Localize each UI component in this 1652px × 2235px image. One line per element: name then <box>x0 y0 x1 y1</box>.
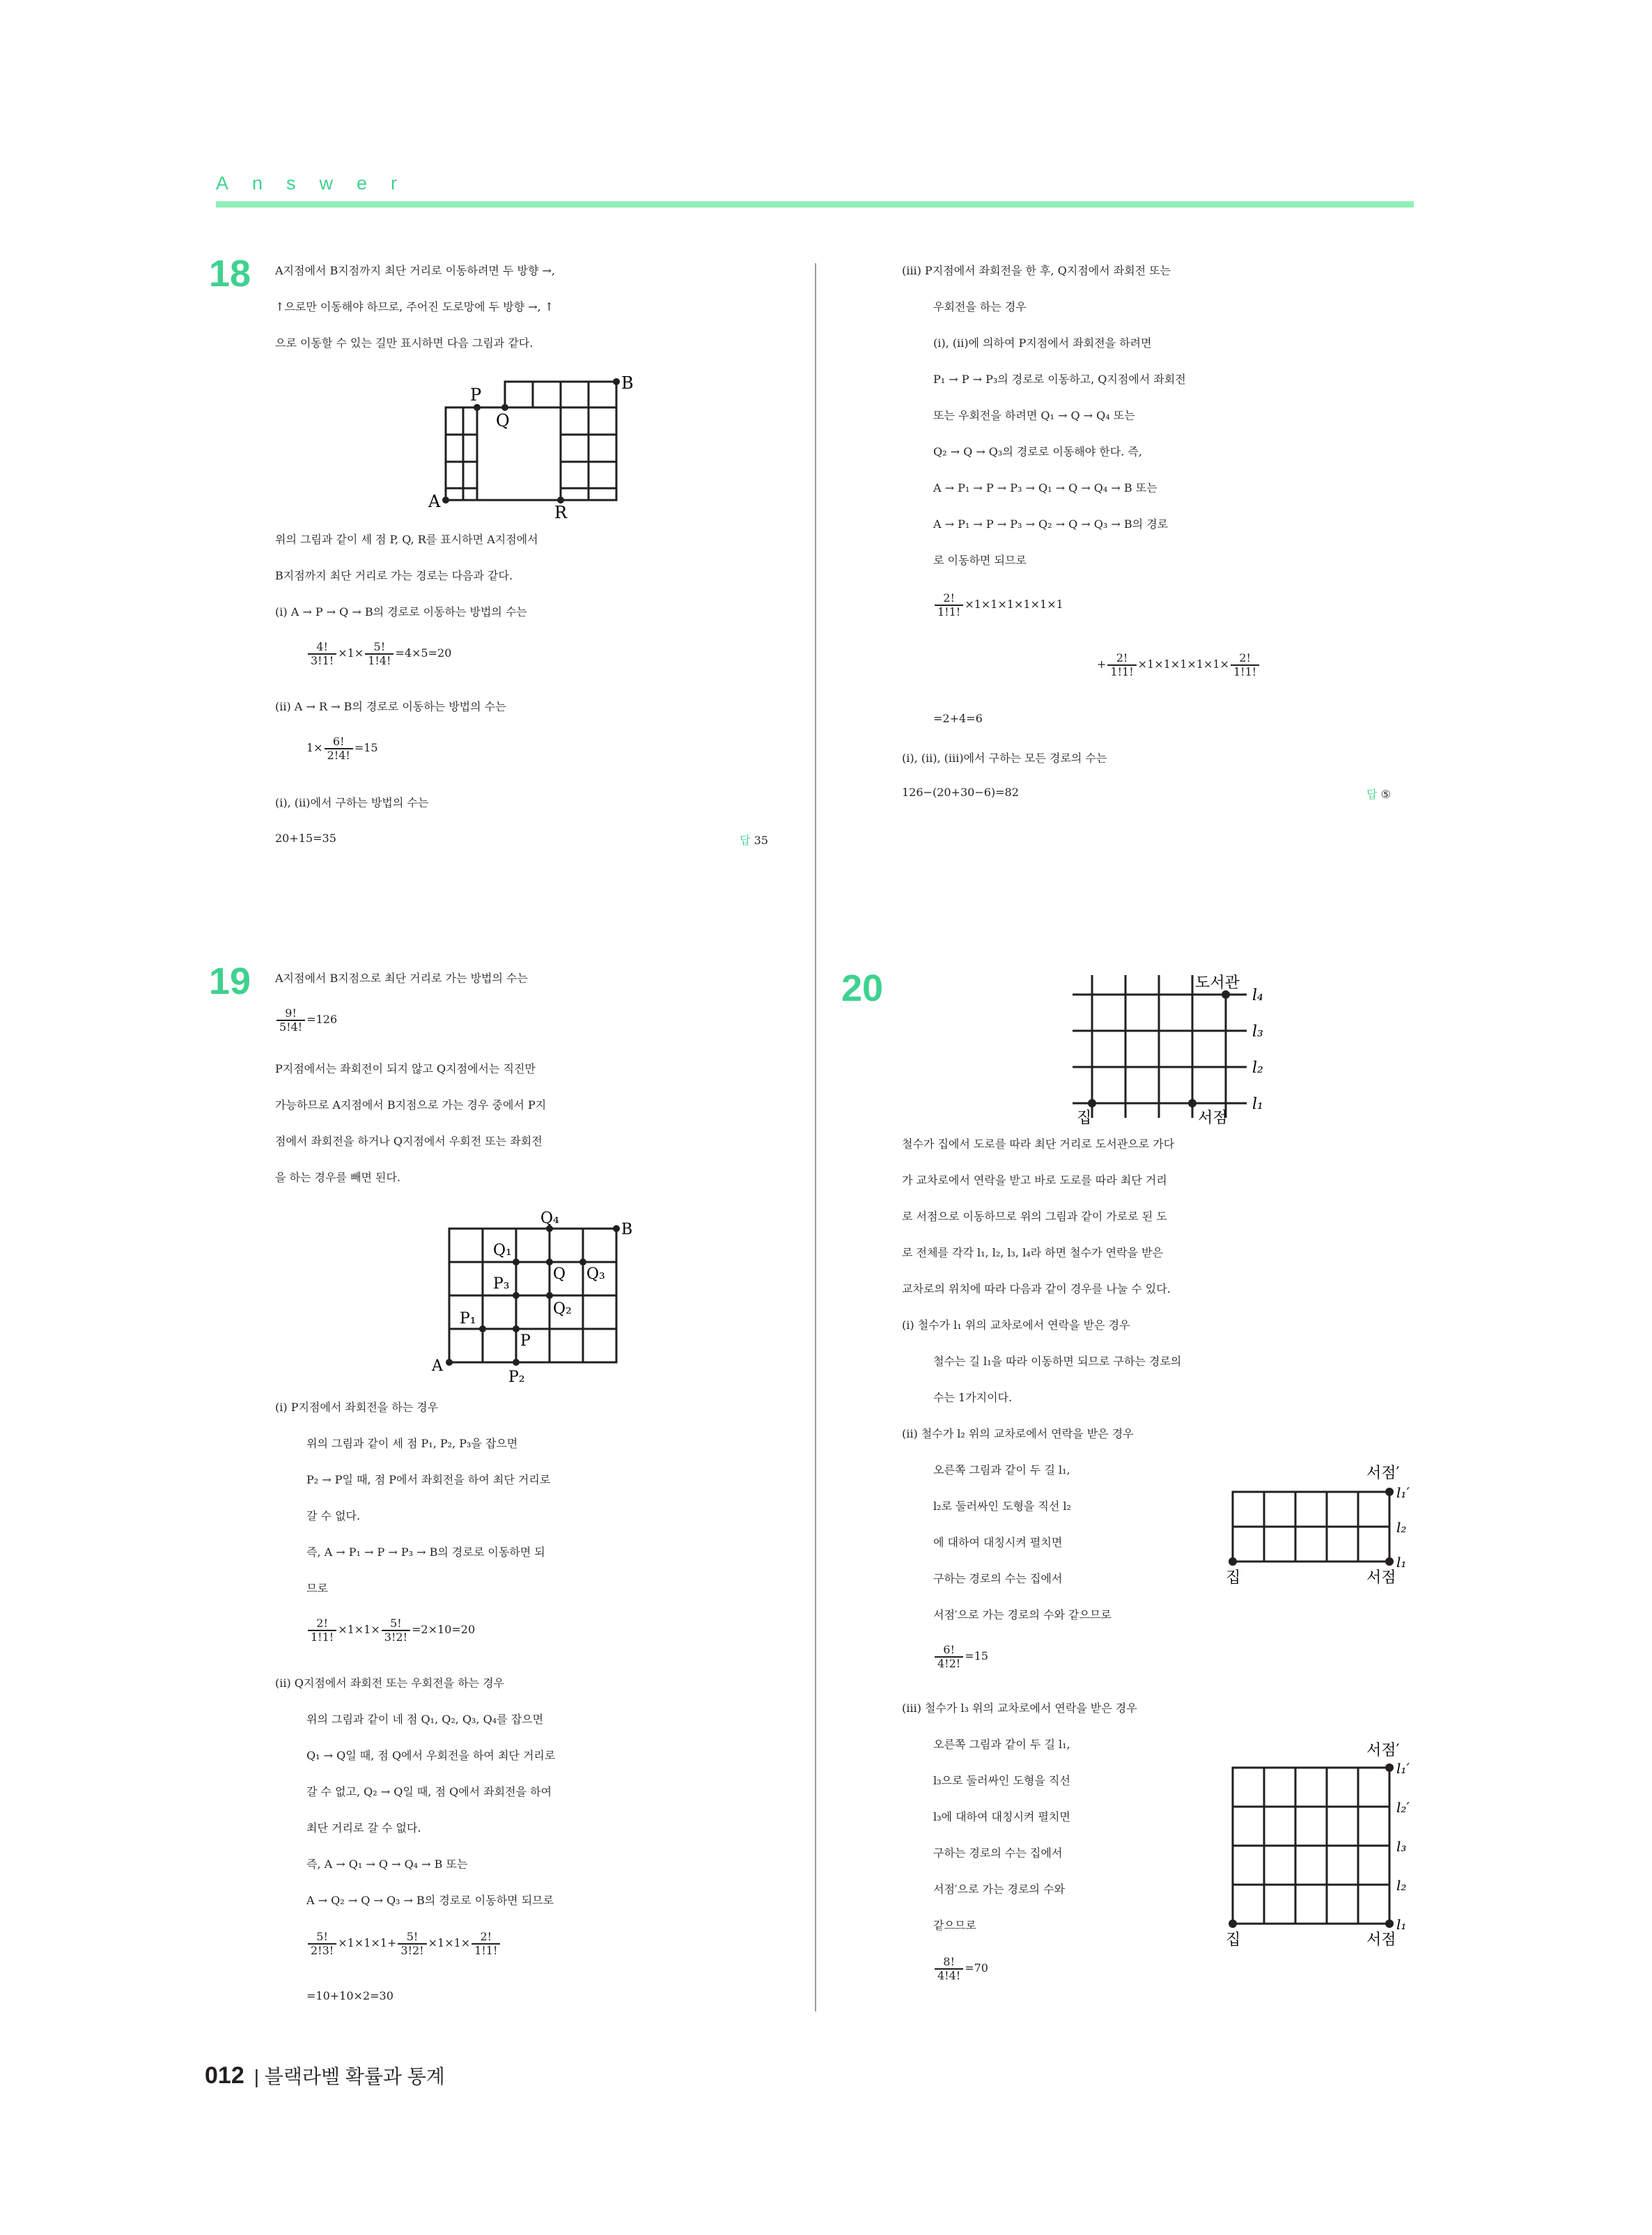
q18-after-line: 위의 그림과 같이 세 점 P, Q, R를 표시하면 A지점에서 <box>275 533 538 546</box>
q18b-equation-1 <box>933 592 1063 618</box>
result: =4×5=20 <box>395 646 452 660</box>
q19-case1-line: P₂ → P일 때, 점 P에서 좌회전을 하여 최단 거리로 <box>306 1473 551 1486</box>
q18-label-a: A <box>428 492 441 511</box>
q18b-line: (iii) P지점에서 좌회전을 한 후, Q지점에서 좌회전 또는 <box>902 264 1171 277</box>
q20-label-l1: l₁ <box>1252 1096 1263 1113</box>
fig-label-l1p: l₁′ <box>1396 1760 1410 1777</box>
q20-street-figure <box>1059 961 1281 1128</box>
fraction-numerator: 5! <box>365 641 393 655</box>
q18b-answer <box>1366 786 1391 802</box>
q19-label-a: A <box>432 1357 443 1375</box>
q18-label-b: B <box>621 375 634 393</box>
column-divider <box>815 263 816 2011</box>
q19-para: 점에서 좌회전을 하거나 Q지점에서 우회전 또는 좌회전 <box>275 1135 543 1148</box>
q19-label-q2: Q₂ <box>553 1300 572 1318</box>
fig-label-store: 서점 <box>1366 1569 1396 1587</box>
q19-label-q3: Q₃ <box>586 1266 605 1283</box>
section-header: Answer <box>216 173 421 194</box>
q19-label-p3: P₃ <box>493 1275 510 1293</box>
fig-label-store-prime: 서점′ <box>1366 1742 1400 1759</box>
result: =2×10=20 <box>412 1623 476 1637</box>
q19-para: 가능하므로 A지점에서 B지점으로 가는 경우 중에서 P지 <box>275 1098 547 1112</box>
question-number-19: 19 <box>209 960 251 1002</box>
q20-case3-line: l₃에 대하여 대칭시켜 펼치면 <box>933 1810 1070 1823</box>
q18b-line: 우회전을 하는 경우 <box>933 300 1027 313</box>
q20-para: 로 전체를 각각 l₁, l₂, l₃, l₄라 하면 철수가 연락을 받은 <box>902 1246 1163 1259</box>
q20-case2-line: l₂로 둘러싸인 도형을 직선 l₂ <box>933 1500 1071 1513</box>
fraction-denominator: 1!1! <box>1110 664 1134 678</box>
fraction-numerator: 5! <box>398 1931 426 1945</box>
fraction-denominator: 4!4! <box>937 1968 961 1982</box>
q19-case1-line: 갈 수 없다. <box>306 1509 361 1523</box>
q18-case2-equation <box>306 735 378 761</box>
q18b-equation-3: =2+4=6 <box>933 712 983 725</box>
fraction-numerator: 2! <box>1107 652 1136 666</box>
q19-case2-line: 위의 그림과 같이 네 점 Q₁, Q₂, Q₃, Q₄를 잡으면 <box>306 1713 544 1726</box>
q20-case2-line: 오른쪽 그림과 같이 두 길 l₁, <box>933 1463 1070 1477</box>
q20-case3-line: 구하는 경로의 수는 집에서 <box>933 1846 1063 1860</box>
fraction-denominator: 1!1! <box>937 605 961 618</box>
fraction-numerator: 2! <box>472 1931 500 1945</box>
fraction-denominator: 2!4! <box>327 748 350 762</box>
answer-value: ⑤ <box>1380 788 1391 801</box>
q20-label-library: 도서관 <box>1195 974 1240 992</box>
q20-case3-head: (iii) 철수가 l₃ 위의 교차로에서 연락을 받은 경우 <box>902 1701 1137 1715</box>
q18-case1: (i) A → P → Q → B의 경로로 이동하는 방법의 수는 <box>275 605 527 618</box>
result: =70 <box>965 1961 988 1975</box>
fraction-numerator: 5! <box>382 1617 410 1631</box>
fig-label-store-prime: 서점′ <box>1366 1465 1400 1482</box>
fig-label-l2: l₂ <box>1396 1877 1407 1894</box>
q18-answer <box>740 832 768 848</box>
book-title: 블랙라벨 확률과 통계 <box>264 2066 445 2087</box>
q18b-line: (i), (ii)에 의하여 P지점에서 좌회전을 하려면 <box>933 336 1152 350</box>
q20-label-l4: l₄ <box>1252 987 1263 1004</box>
q18-case1-equation <box>306 641 451 667</box>
q19-grid-figure <box>425 1209 648 1390</box>
q18b-line: P₁ → P → P₃의 경로로 이동하고, Q지점에서 좌회전 <box>933 373 1186 386</box>
q20-case2-line: 에 대하여 대칭시켜 펼치면 <box>933 1536 1063 1549</box>
q20-para: 가 교차로에서 연락을 받고 바로 도로를 따라 최단 거리 <box>902 1174 1167 1187</box>
q19-para: P지점에서는 좌회전이 되지 않고 Q지점에서는 직진만 <box>275 1062 536 1075</box>
q19-case2-line: 갈 수 없고, Q₂ → Q일 때, 점 Q에서 좌회전을 하여 <box>306 1785 552 1798</box>
q20-label-l3: l₃ <box>1252 1023 1263 1041</box>
q18-sum-equation: 20+15=35 <box>275 832 336 845</box>
fraction-denominator: 2!3! <box>311 1943 334 1957</box>
result: =126 <box>306 1013 338 1027</box>
operator: ×1× <box>338 646 364 660</box>
operator: ×1×1× <box>428 1936 471 1950</box>
q19-label-p: P <box>520 1332 531 1350</box>
question-number-18: 18 <box>209 253 251 295</box>
q19-case2-line: Q₁ → Q일 때, 점 Q에서 우회전을 하여 최단 거리로 <box>306 1749 556 1762</box>
fraction-denominator: 1!1! <box>474 1943 498 1957</box>
question-number-20: 20 <box>841 967 884 1009</box>
q18b-sum-equation: 126−(20+30−6)=82 <box>902 786 1019 799</box>
fraction-denominator: 1!1! <box>311 1630 334 1644</box>
q19-label-p2: P₂ <box>508 1369 525 1386</box>
operator: ×1×1× <box>338 1623 380 1637</box>
answer-mark: 답 <box>1366 789 1378 801</box>
fraction-numerator: 6! <box>325 735 353 749</box>
fig-label-l1: l₁ <box>1396 1916 1407 1933</box>
q20-case2-head: (ii) 철수가 l₂ 위의 교차로에서 연락을 받은 경우 <box>902 1427 1134 1440</box>
q20-case3-line: 오른쪽 그림과 같이 두 길 l₁, <box>933 1738 1070 1751</box>
result: =15 <box>965 1649 988 1663</box>
q18-label-p: P <box>470 385 482 405</box>
q19-label-q: Q <box>553 1266 566 1283</box>
q18b-line: Q₂ → Q → Q₃의 경로로 이동해야 한다. 즉, <box>933 445 1142 458</box>
q19-equation-1 <box>275 1007 337 1033</box>
q19-case1-line: 즉, A → P₁ → P → P₃ → B의 경로로 이동하면 되 <box>306 1545 545 1559</box>
fraction-denominator: 1!4! <box>368 653 391 667</box>
q20-case3-figure <box>1212 1740 1421 1963</box>
q20-case1-line: (i) 철수가 l₁ 위의 교차로에서 연락을 받은 경우 <box>902 1318 1130 1332</box>
operator: ×1×1×1+ <box>338 1936 397 1950</box>
q20-case2-line: 서점′으로 가는 경로의 수와 같으므로 <box>933 1608 1112 1621</box>
fraction-numerator: 8! <box>935 1956 963 1970</box>
fig-label-l3: l₃ <box>1396 1838 1407 1855</box>
q20-case3-line: 같으므로 <box>933 1919 976 1932</box>
header-rule <box>216 201 1414 208</box>
q19-case2-line: 즉, A → Q₁ → Q → Q₄ → B 또는 <box>306 1858 468 1871</box>
q19-case1-equation <box>306 1617 475 1643</box>
fig-label-l2: l₂ <box>1396 1519 1407 1536</box>
q18-label-r: R <box>554 503 568 521</box>
q20-case1-line: 수는 1가지이다. <box>933 1391 1013 1404</box>
operator: + <box>1097 657 1107 671</box>
q20-case3-line: l₃으로 둘러싸인 도형을 직선 <box>933 1774 1070 1787</box>
q20-label-bookstore: 서점 <box>1198 1109 1228 1127</box>
result: =15 <box>354 741 378 755</box>
answer-value: 35 <box>754 834 768 847</box>
q18-sum-line: (i), (ii)에서 구하는 방법의 수는 <box>275 796 429 809</box>
q19-label-q1: Q₁ <box>493 1242 512 1259</box>
q18-after-line: B지점까지 최단 거리로 가는 경로는 다음과 같다. <box>275 569 513 582</box>
q19-case2-line: A → Q₂ → Q → Q₃ → B의 경로로 이동하면 되므로 <box>306 1894 554 1907</box>
fraction-numerator: 5! <box>308 1931 336 1945</box>
q18b-line: 또는 우회전을 하려면 Q₁ → Q → Q₄ 또는 <box>933 409 1135 422</box>
q18-label-q: Q <box>496 411 510 430</box>
fraction-denominator: 5!4! <box>279 1020 303 1034</box>
fraction-numerator: 9! <box>276 1007 305 1021</box>
q19-label-b: B <box>621 1221 633 1238</box>
fraction-denominator: 1!1! <box>1233 664 1257 678</box>
q20-case2-figure <box>1212 1457 1421 1589</box>
q20-para: 교차로의 위치에 따라 다음과 같이 경우를 나눌 수 있다. <box>902 1282 1171 1295</box>
answer-mark: 답 <box>740 835 751 847</box>
q20-case1-line: 철수는 길 l₁을 따라 이동하면 되므로 구하는 경로의 <box>933 1355 1182 1368</box>
q20-label-home: 집 <box>1077 1109 1092 1127</box>
product: ×1×1×1×1×1×1 <box>965 598 1063 612</box>
q19-case1-line: 므로 <box>306 1582 328 1595</box>
fig-label-store: 서점 <box>1366 1931 1396 1949</box>
product: ×1×1×1×1×1× <box>1137 657 1229 671</box>
q20-case2-equation <box>933 1644 988 1669</box>
fraction-numerator: 4! <box>308 641 336 655</box>
q19-case2-result: =10+10×2=30 <box>306 1989 393 2002</box>
q18-line: ↑으로만 이동해야 하므로, 주어진 도로망에 두 방향 →, ↑ <box>275 300 554 313</box>
fig-label-home: 집 <box>1226 1931 1241 1949</box>
q18b-line: 로 이동하면 되므로 <box>933 554 1027 567</box>
q19-case2-line: (ii) Q지점에서 좌회전 또는 우회전을 하는 경우 <box>275 1676 505 1690</box>
fraction-numerator: 2! <box>1231 652 1259 666</box>
fraction-numerator: 2! <box>308 1617 336 1631</box>
fig-label-l2p: l₂′ <box>1396 1799 1410 1816</box>
operator: 1× <box>306 741 323 755</box>
q20-case2-line: 구하는 경로의 수는 집에서 <box>933 1572 1063 1585</box>
q18b-line: A → P₁ → P → P₃ → Q₁ → Q → Q₄ → B 또는 <box>933 481 1158 494</box>
fraction-denominator: 3!1! <box>311 653 334 667</box>
fraction-numerator: 6! <box>935 1644 963 1658</box>
q20-para: 로 서점으로 이동하므로 위의 그림과 같이 가로로 된 도 <box>902 1210 1167 1223</box>
q18-grid-figure <box>418 375 641 521</box>
q20-case3-line: 서점′으로 가는 경로의 수와 <box>933 1883 1065 1896</box>
q19-case2-line: 최단 거리로 갈 수 없다. <box>306 1821 421 1835</box>
fraction-denominator: 3!2! <box>400 1943 424 1957</box>
page-number: 012 <box>205 2062 244 2089</box>
fig-label-l1p: l₁′ <box>1396 1484 1410 1501</box>
fraction-denominator: 4!2! <box>937 1656 961 1670</box>
fig-label-l1: l₁ <box>1396 1554 1407 1571</box>
q18b-equation-2 <box>1097 652 1261 678</box>
q20-case3-equation <box>933 1956 988 1981</box>
q19-line: A지점에서 B지점으로 최단 거리로 가는 방법의 수는 <box>275 972 528 985</box>
q18-case2: (ii) A → R → B의 경로로 이동하는 방법의 수는 <box>275 700 506 713</box>
q19-case1-line: (i) P지점에서 좌회전을 하는 경우 <box>275 1401 439 1414</box>
q19-label-p1: P₁ <box>460 1310 476 1327</box>
q18-line: 으로 이동할 수 있는 길만 표시하면 다음 그림과 같다. <box>275 336 533 350</box>
page-footer <box>205 2062 445 2089</box>
fraction-numerator: 2! <box>935 592 963 606</box>
q19-case2-equation <box>306 1931 501 1956</box>
q18-line: A지점에서 B지점까지 최단 거리로 이동하려면 두 방향 →, <box>275 264 555 277</box>
q19-label-q4: Q₄ <box>540 1210 559 1227</box>
q19-case1-line: 위의 그림과 같이 세 점 P₁, P₂, P₃을 잡으면 <box>306 1437 518 1450</box>
q18b-sum-line: (i), (ii), (iii)에서 구하는 모든 경로의 수는 <box>902 752 1107 765</box>
footer-separator: | <box>254 2066 260 2087</box>
q20-label-l2: l₂ <box>1252 1059 1263 1077</box>
fraction-denominator: 3!2! <box>384 1630 408 1644</box>
fig-label-home: 집 <box>1226 1569 1241 1587</box>
q18b-line: A → P₁ → P → P₃ → Q₂ → Q → Q₃ → B의 경로 <box>933 517 1169 531</box>
q19-para: 을 하는 경우를 빼면 된다. <box>275 1171 400 1184</box>
q20-para: 철수가 집에서 도로를 따라 최단 거리로 도서관으로 가다 <box>902 1137 1175 1151</box>
